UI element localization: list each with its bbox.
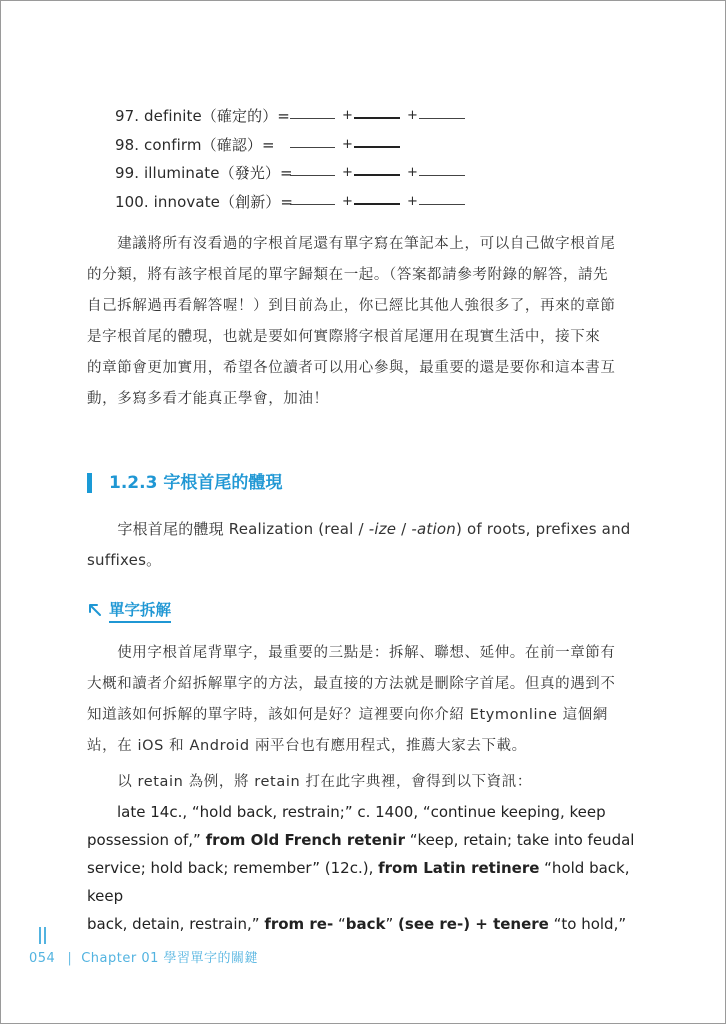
plus-sign: + — [407, 165, 418, 180]
etymology-line: late 14c., “hold back, restrain;” c. 1400, “continue keeping, keep — [87, 803, 606, 821]
suffix-ize: -ize — [368, 520, 397, 538]
exercise-term: 97. definite（確定的）= — [115, 107, 290, 125]
chapter-title: Chapter 01 學習單字的關鍵 — [81, 951, 259, 966]
answer-blank — [290, 175, 335, 176]
footer-line — [29, 947, 258, 966]
plus-sign: + — [342, 165, 353, 180]
text-run: “ — [333, 915, 346, 933]
plus-sign: + — [407, 108, 418, 123]
answer-blanks — [286, 192, 486, 212]
answer-blanks — [286, 163, 486, 183]
etymology-line — [87, 826, 647, 854]
page-number: 054 — [29, 951, 56, 966]
answer-blank — [354, 146, 400, 148]
paragraph-line: 是字根首尾的體現，也就是要如何實際將字根首尾運用在現實生活中，接下來 — [87, 329, 601, 345]
example-intro — [87, 767, 647, 798]
paragraph-line: 建議將所有沒看過的字根首尾還有單字寫在筆記本上，可以自己做字根首尾 — [87, 236, 616, 252]
paragraph-line: 以 retain 為例，將 retain 打在此字典裡，會得到以下資訊： — [87, 774, 532, 790]
exercise-98 — [115, 135, 353, 155]
etymology-line — [87, 854, 647, 910]
etymology-line — [87, 910, 647, 938]
paragraph-line: 動，多寫多看才能真正學會，加油！ — [87, 391, 329, 407]
section-title: 1.2.3 字根首尾的體現 — [109, 473, 283, 493]
paragraph-line — [87, 514, 647, 545]
heading-accent-bar — [87, 473, 92, 493]
answer-blank — [290, 147, 335, 148]
paragraph-line: 的分類，將有該字根首尾的單字歸類在一起。（答案都請參考附錄的解答，請先 — [87, 267, 609, 283]
exercise-term: 98. confirm（確認）= — [115, 136, 275, 154]
exercise-term: 99. illuminate（發光）= — [115, 164, 293, 182]
answer-blanks — [286, 135, 486, 155]
paragraph-line: 的章節會更加實用，希望各位讀者可以用心參與，最重要的還是要你和這本書互 — [87, 360, 616, 376]
ornament-line — [44, 927, 46, 944]
text-run: ” — [385, 915, 399, 933]
answer-blank — [354, 203, 400, 205]
paragraph-line: 知道該如何拆解的單字時，該如何是好？這裡要向你介紹 Etymonline 這個網 — [87, 707, 608, 723]
text-run: “hold back, keep — [87, 859, 630, 905]
footer-separator: | — [67, 951, 73, 966]
answer-blank — [354, 174, 400, 176]
exercise-100 — [115, 192, 418, 212]
etymology-source: from Latin retinere — [378, 859, 540, 877]
exercise-99 — [115, 163, 418, 183]
answer-blank — [419, 175, 465, 176]
text-run: service; hold back; remember” (12c.), — [87, 859, 379, 877]
paragraph-line: 使用字根首尾背單字，最重要的三點是：拆解、聯想、延伸。在前一章節有 — [87, 645, 616, 661]
etymology-source: from re- — [264, 915, 334, 933]
answer-blank — [290, 204, 335, 205]
plus-sign: + — [407, 194, 418, 209]
answer-blanks — [286, 106, 486, 126]
answer-blank — [419, 118, 465, 119]
answer-blank — [354, 117, 400, 119]
exercise-term: 100. innovate（創新）= — [115, 193, 294, 211]
etymology-source: from Old French retenir — [205, 831, 405, 849]
subsection-title: 單字拆解 — [109, 600, 171, 623]
text-run: “to hold,” — [548, 915, 627, 933]
intro-paragraph — [87, 229, 647, 415]
plus-sign: + — [342, 108, 353, 123]
answer-blank — [419, 204, 465, 205]
text-run: back, detain, restrain,” — [87, 915, 265, 933]
realization-paragraph — [87, 514, 647, 576]
paragraph-line: 大概和讀者介紹拆解單字的方法，最直接的方法就是刪除字首尾。但真的遇到不 — [87, 676, 616, 692]
diagonal-arrow-icon — [87, 602, 103, 618]
exercise-97 — [115, 106, 418, 126]
text-run: 字根首尾的體現 Realization (real / — [87, 520, 369, 538]
ornament-line — [39, 927, 41, 944]
suffix-ation: -ation — [411, 520, 456, 538]
paragraph-line: suffixes。 — [87, 551, 162, 569]
paragraph-line: 站，在 iOS 和 Android 兩平台也有應用程式，推薦大家去下載。 — [87, 738, 527, 754]
text-run: “keep, retain; take into feudal — [404, 831, 635, 849]
answer-blank — [290, 118, 335, 119]
plus-sign: + — [342, 194, 353, 209]
method-paragraph — [87, 638, 647, 762]
text-run: possession of,” — [87, 831, 206, 849]
etymology-gloss: back — [345, 915, 386, 933]
footer-ornament — [39, 927, 48, 944]
etymology-source: (see re-) + tenere — [398, 915, 549, 933]
text-run: / — [396, 520, 412, 538]
plus-sign: + — [342, 137, 353, 152]
etymology-entry — [87, 798, 647, 938]
text-run: ) of roots, prefixes and — [455, 520, 631, 538]
paragraph-line: 自己拆解過再看解答喔！）到目前為止，你已經比其他人強很多了，再來的章節 — [87, 298, 616, 314]
